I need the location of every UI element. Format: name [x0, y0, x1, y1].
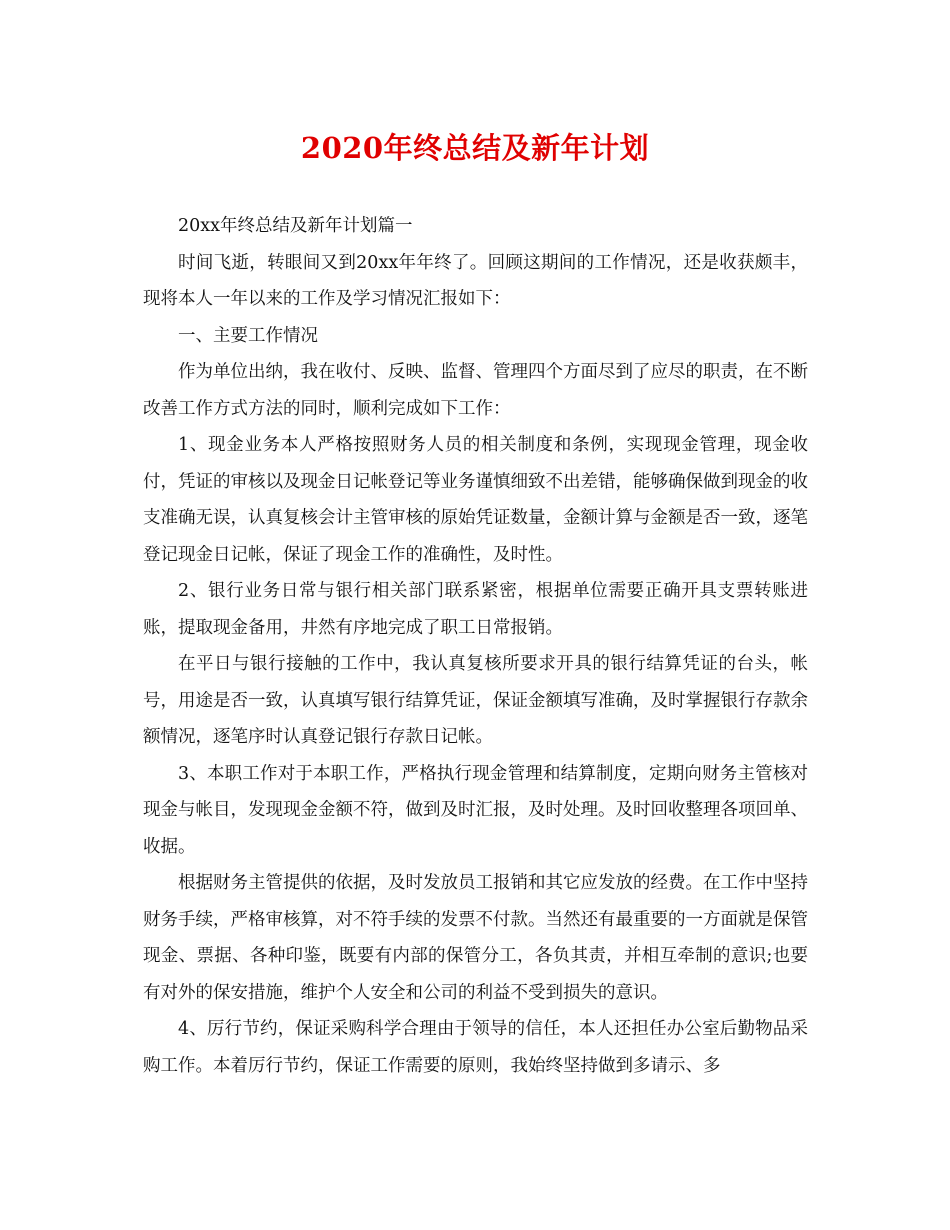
paragraph-expense-payment: 根据财务主管提供的依据，及时发放员工报销和其它应发放的经费。在工作中坚持财务手续，严格审核算，对不符手续的发票不付款。当然还有最重要的一方面就是保管现金、票据、各种印鉴，既要有内部的保管分工，各负其责，并相互牵制的意识;也要有对外的保安措施，维护个人安全和公司的利益不受到损失的意识。 [143, 873, 808, 1003]
paragraph-cash-business: 1、现金业务本人严格按照财务人员的相关制度和条例，实现现金管理，现金收付，凭证的审核以及现金日记帐登记等业务谨慎细致不出差错，能够确保做到现金的收支准确无误，认真复核会计主管审核的原始凭证数量，金额计算与金额是否一致，逐笔登记现金日记帐，保证了现金工作的准确性，及时性。 [143, 435, 808, 565]
paragraph-heading-main-work: 一、主要工作情况 [178, 325, 318, 346]
paragraph-bank-contact: 在平日与银行接触的工作中，我认真复核所要求开具的银行结算凭证的台头，帐号，用途是否一致，认真填写银行结算凭证，保证金额填写准确，及时掌握银行存款余额情况，逐笔序时认真登记银行存款日记帐。 [143, 654, 808, 747]
paragraph-section-heading: 20xx年终总结及新年计划篇一 [178, 216, 413, 236]
document-title: 2020年终总结及新年计划 [300, 131, 650, 165]
paragraph-bank-business: 2、银行业务日常与银行相关部门联系紧密，根据单位需要正确开具支票转账进账，提取现金备用，井然有序地完成了职工日常报销。 [143, 581, 808, 638]
paragraph-cashier-duties: 作为单位出纳，我在收付、反映、监督、管理四个方面尽到了应尽的职责，在不断改善工作方式方法的同时，顺利完成如下工作： [143, 362, 808, 419]
paragraph-procurement: 4、厉行节约，保证采购科学合理由于领导的信任，本人还担任办公室后勤物品采购工作。本着厉行节约，保证工作需要的原则，我始终坚持做到多请示、多 [143, 1019, 808, 1076]
paragraph-intro: 时间飞逝，转眼间又到20xx年年终了。回顾这期间的工作情况，还是收获颇丰，现将本人一年以来的工作及学习情况汇报如下： [143, 252, 808, 309]
paragraph-core-duties: 3、本职工作对于本职工作，严格执行现金管理和结算制度，定期向财务主管核对现金与帐目，发现现金金额不符，做到及时汇报，及时处理。及时回收整理各项回单、收据。 [143, 763, 808, 857]
document-body [143, 208, 808, 1084]
